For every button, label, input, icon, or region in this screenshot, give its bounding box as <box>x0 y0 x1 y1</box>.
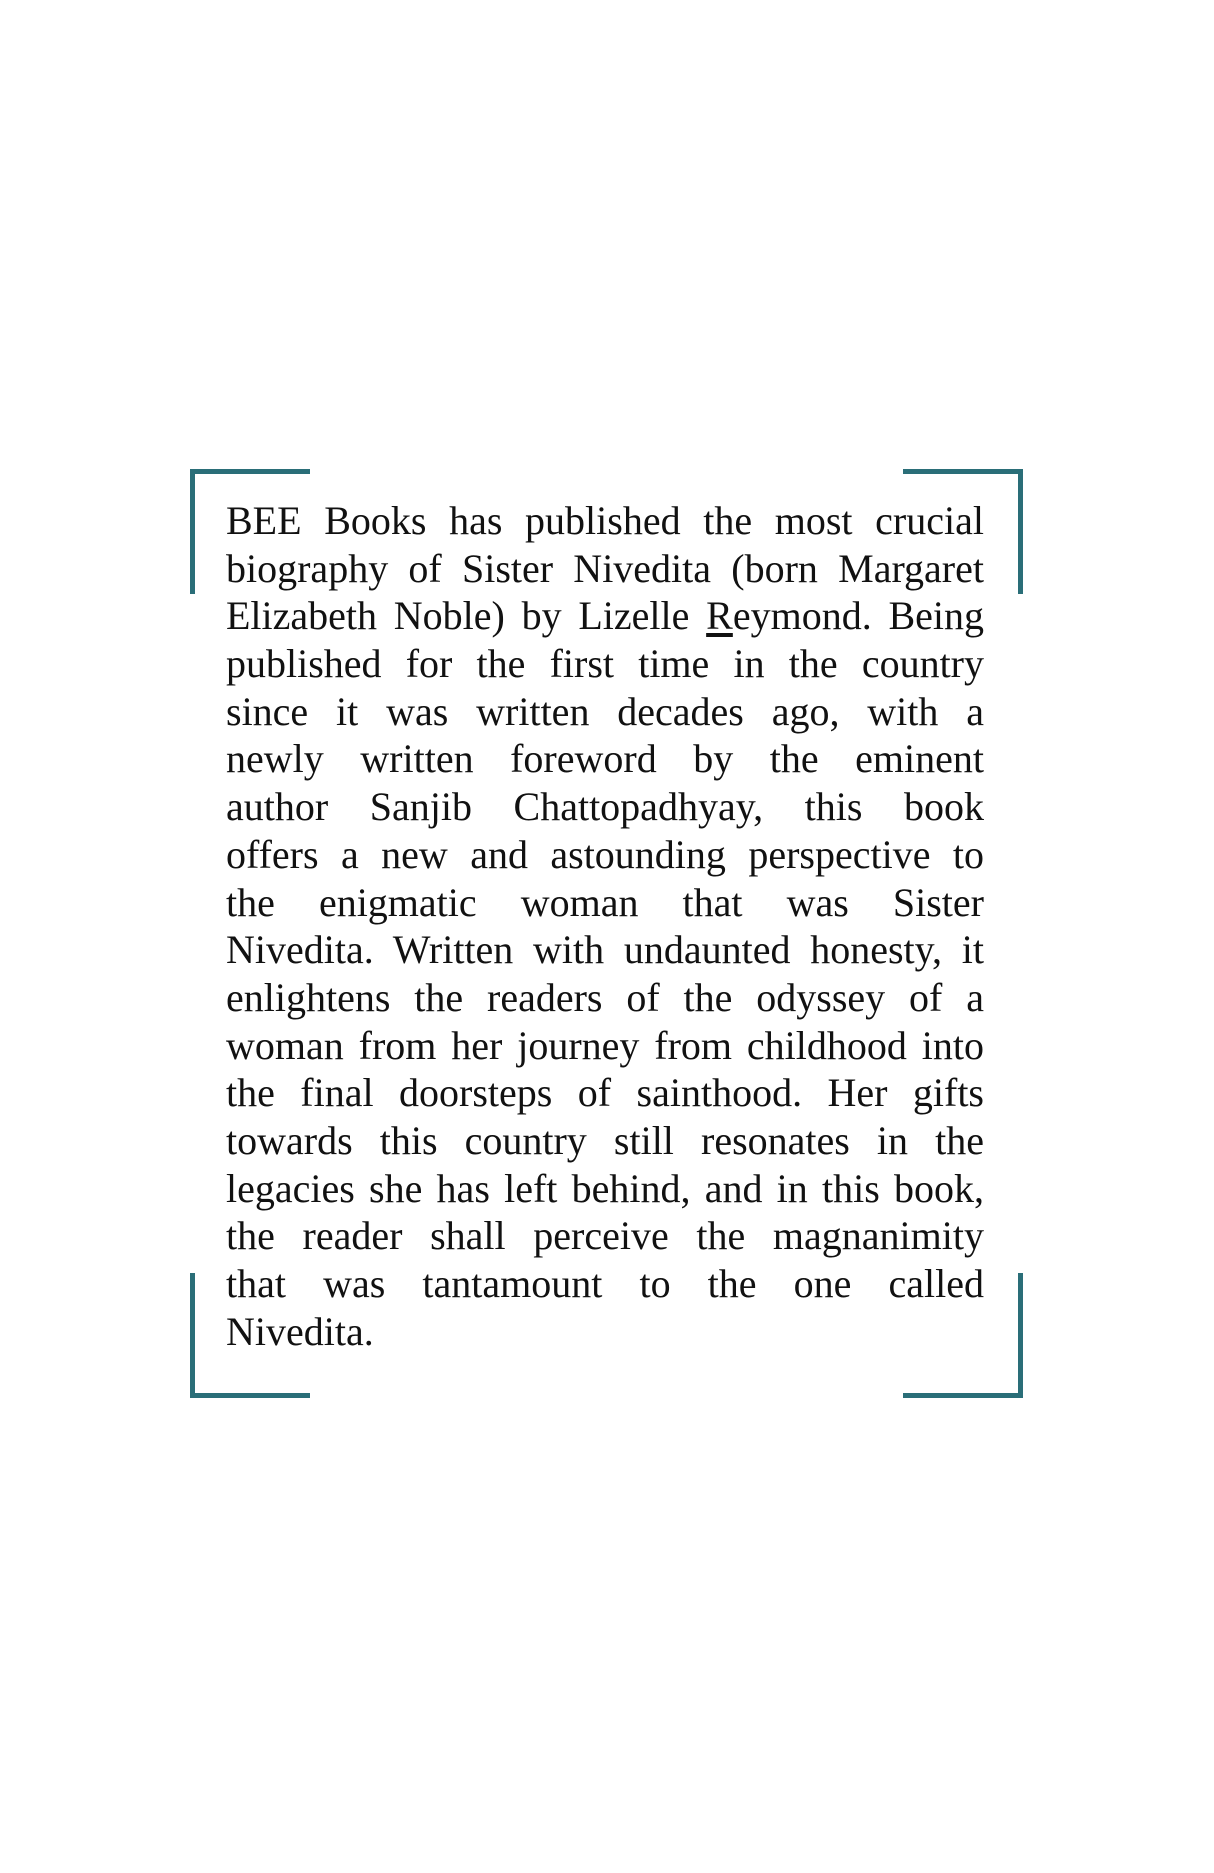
blurb-line-part: eymond. Being <box>732 593 984 639</box>
blurb-line: the final doorsteps of sainthood. Her gifts <box>226 1070 984 1116</box>
blurb-line: BEE Books has published the most crucial <box>226 498 984 543</box>
blurb-line: that was tantamount to the one called <box>226 1261 984 1306</box>
blurb-line: since it was written decades ago, with a <box>226 688 984 734</box>
blurb-line: legacies she has left behind, and in this book, <box>226 1165 984 1211</box>
blurb-line <box>226 592 984 640</box>
blurb-line: the reader shall perceive the magnanimity <box>226 1213 984 1259</box>
blurb-line: the enigmatic woman that was Sister <box>226 879 984 925</box>
blurb-line: woman from her journey from childhood into <box>226 1022 984 1068</box>
blurb-line: offers a new and astounding perspective to <box>226 831 984 877</box>
blurb-line: published for the first time in the country <box>226 641 984 687</box>
underlined-letter: R <box>706 593 733 639</box>
blurb-line: Nivedita. Written with undaunted honesty, it <box>226 927 984 973</box>
blurb-line: newly written foreword by the eminent <box>226 736 984 782</box>
blurb-line: author Sanjib Chattopadhyay, this book <box>226 784 984 830</box>
blurb-line: Nivedita. <box>226 1308 374 1354</box>
blurb-line: towards this country still resonates in the <box>226 1117 984 1163</box>
book-blurb <box>226 497 984 1355</box>
blurb-line: enlightens the readers of the odyssey of a <box>226 974 984 1020</box>
blurb-line: biography of Sister Nivedita (born Margaret <box>226 545 984 591</box>
blurb-line-part: Elizabeth Noble) by Lizelle <box>226 593 707 639</box>
